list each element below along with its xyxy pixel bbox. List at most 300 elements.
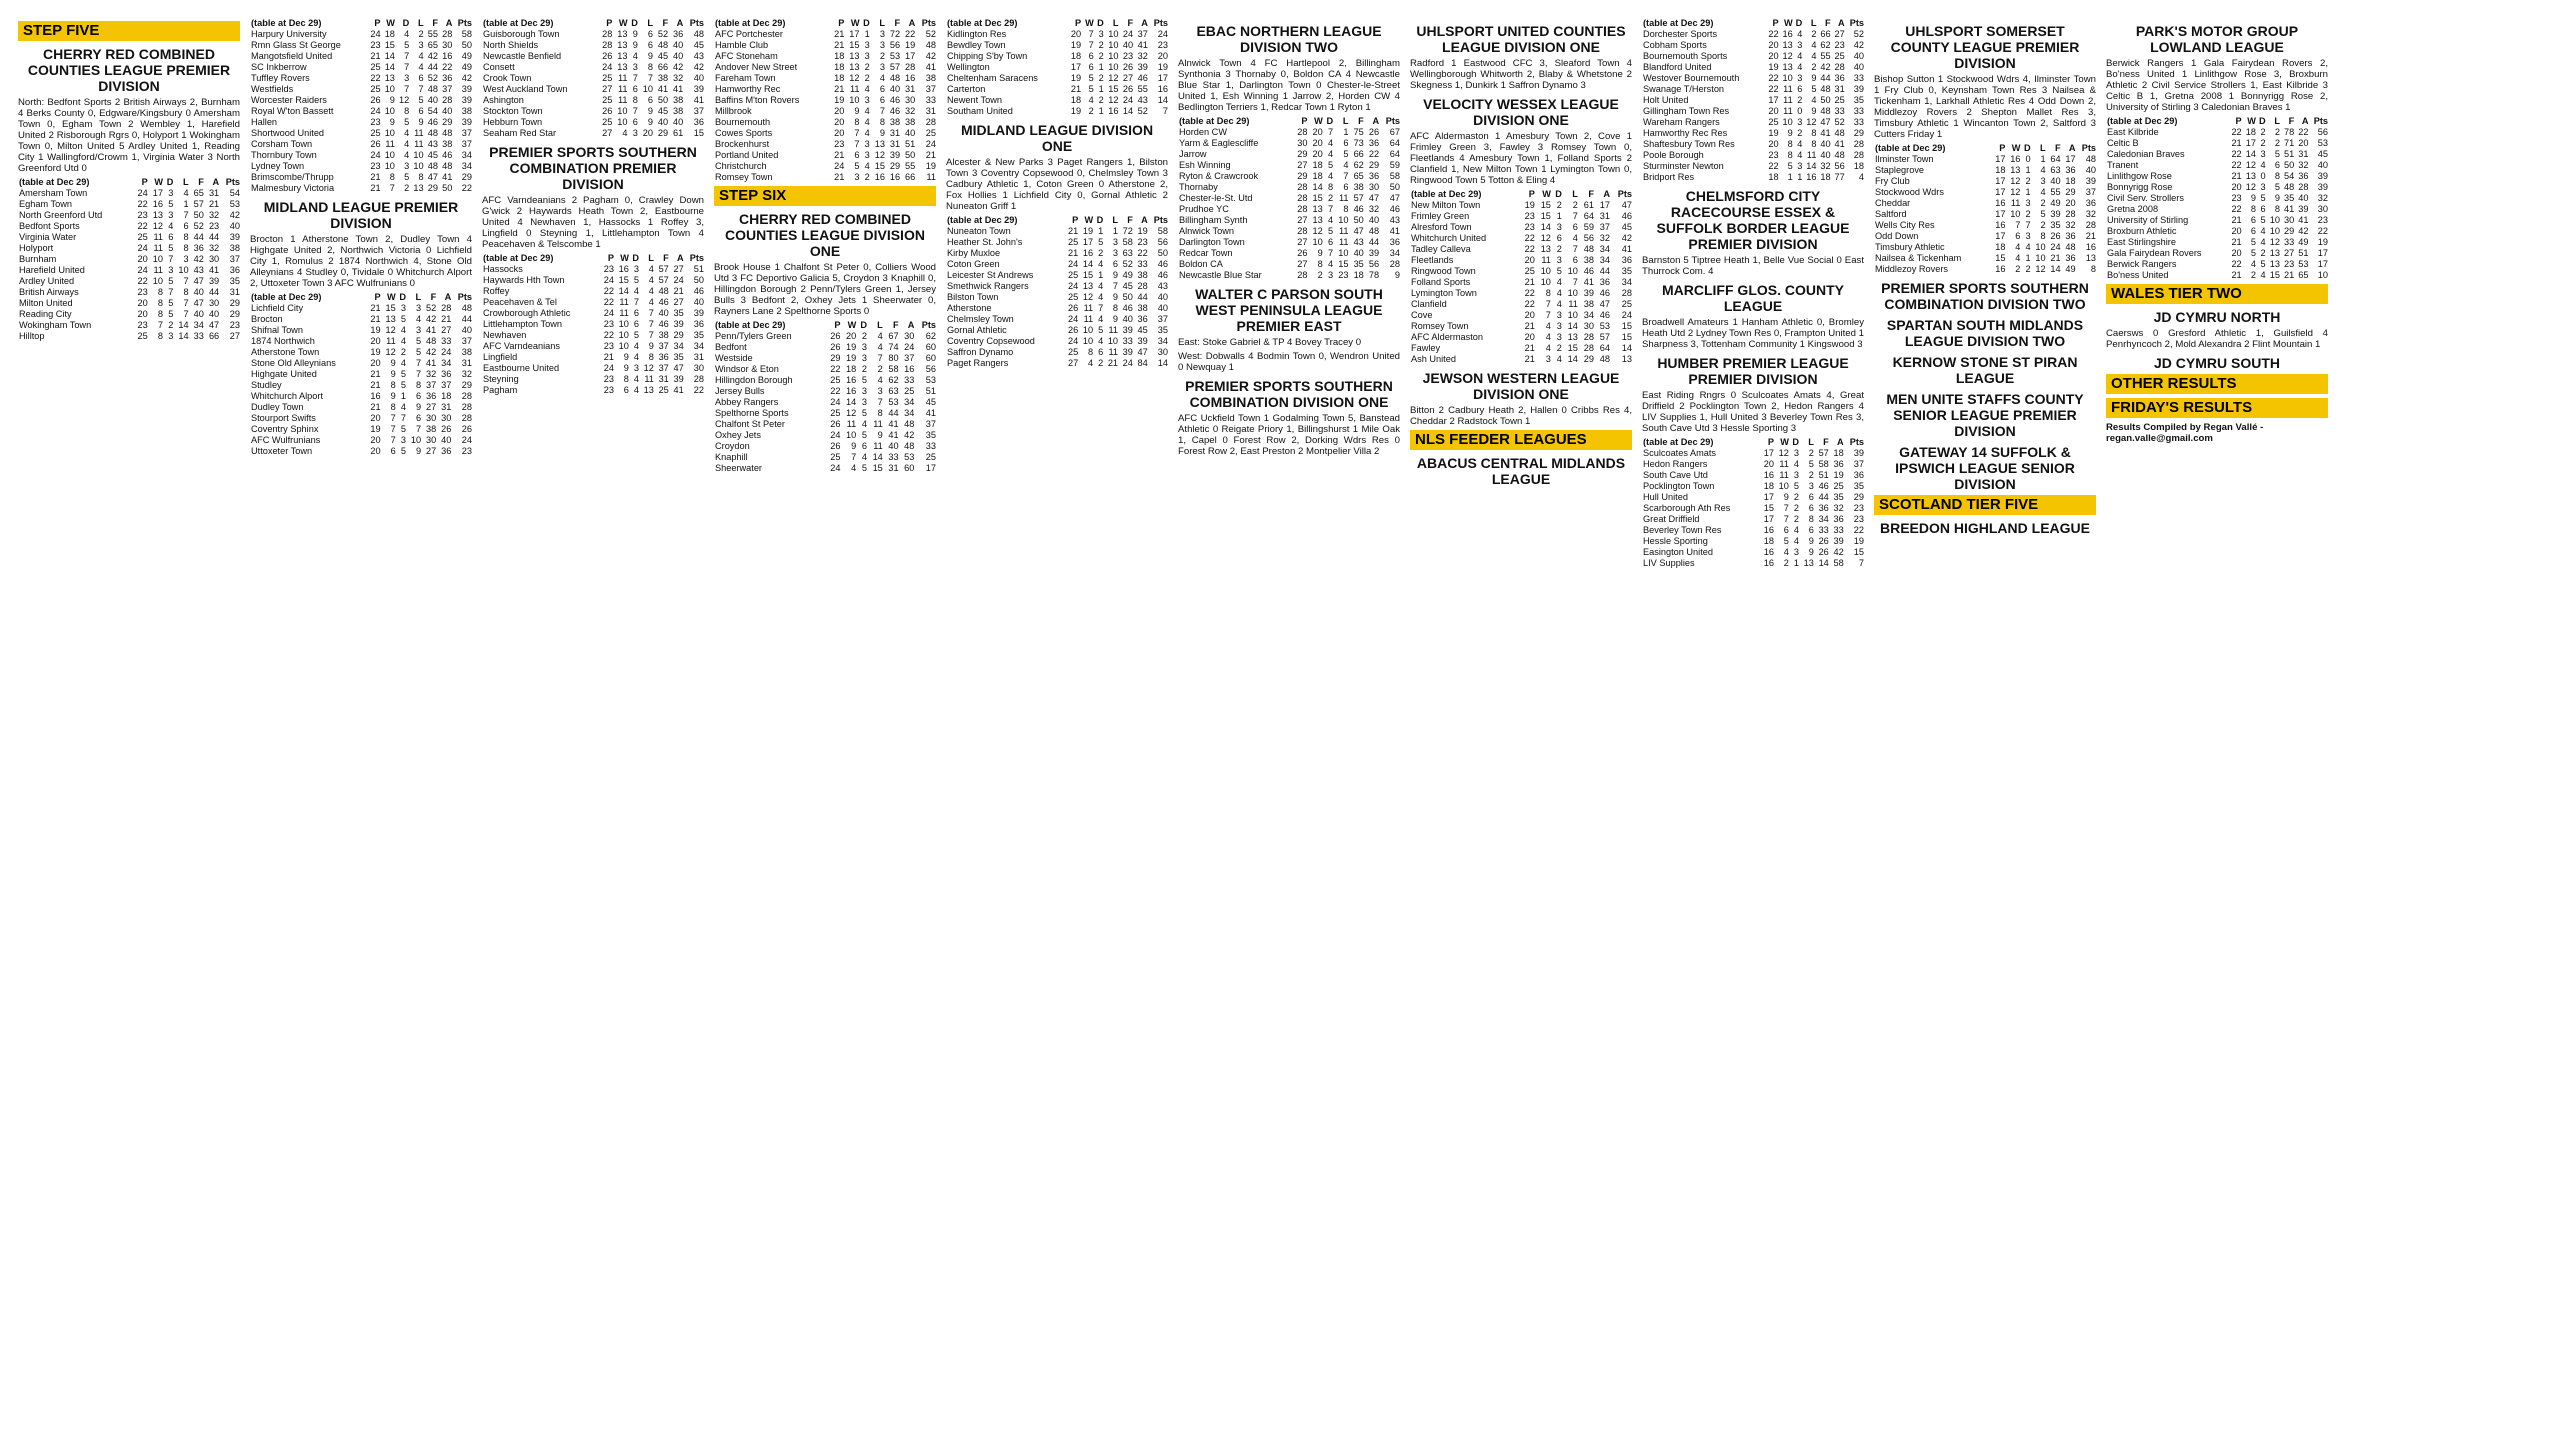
stat-cell: 6 xyxy=(183,221,189,231)
team-name: Middlezoy Rovers xyxy=(1875,264,1949,274)
stat-cell: 9 xyxy=(647,106,653,116)
stat-cell: 7 xyxy=(1328,204,1334,214)
stat-cell: 44 xyxy=(1820,73,1831,83)
stat-cell: 64 xyxy=(1583,211,1594,221)
stat-cell: 24 xyxy=(834,161,845,171)
stat-cell: 20 xyxy=(1768,51,1779,61)
stat-cell: 29 xyxy=(427,183,438,193)
stat-cell: 20 xyxy=(370,446,381,456)
table-header: (table at Dec 29) xyxy=(483,253,554,263)
stat-cell: 32 xyxy=(1833,503,1844,513)
team-name: Boldon CA xyxy=(1179,259,1223,269)
team-name: Chipping S'by Town xyxy=(947,51,1028,61)
column-header: D xyxy=(2259,116,2266,126)
stat-cell: 7 xyxy=(1783,514,1789,524)
stat-cell: 8 xyxy=(183,243,189,253)
stat-cell: 35 xyxy=(1833,492,1844,502)
team-name: Carterton xyxy=(947,84,986,94)
stat-cell: 23 xyxy=(1338,270,1349,280)
column-header: L xyxy=(1810,18,1817,28)
results-text: West: Dobwalls 4 Bodmin Town 0, Wendron United 0 Newquay 1 xyxy=(1178,351,1400,373)
stat-cell: 2 xyxy=(1098,40,1104,50)
stat-cell: 34 xyxy=(1599,244,1611,254)
stat-cell: 4 xyxy=(168,221,174,231)
league-table xyxy=(482,18,704,139)
table-header-row xyxy=(946,18,1168,29)
stat-cell: 7 xyxy=(404,84,410,94)
table-header: (table at Dec 29) xyxy=(947,18,1018,28)
stat-cell: 52 xyxy=(1834,117,1845,127)
stat-cell: 40 xyxy=(1853,62,1864,72)
table-row xyxy=(2106,248,2328,259)
stat-cell: 20 xyxy=(1524,332,1535,342)
stat-cell: 6 xyxy=(2250,226,2256,236)
team-name: SC Inkberrow xyxy=(251,62,307,72)
stat-cell: 9 xyxy=(854,106,860,116)
results-text: East: Stoke Gabriel & TP 4 Bovey Tracey 0 xyxy=(1178,337,1362,348)
stat-cell: 24 xyxy=(603,308,614,318)
stat-cell: 13 xyxy=(1567,332,1578,342)
stat-cell: 14 xyxy=(384,51,395,61)
stat-cell: 1 xyxy=(1098,106,1104,116)
stat-cell: 38 xyxy=(1353,182,1364,192)
table-header-row xyxy=(714,18,936,29)
stat-cell: 26 xyxy=(830,419,841,429)
stat-cell: 47 xyxy=(427,172,438,182)
column-header: W xyxy=(2011,143,2021,153)
stat-cell: 67 xyxy=(1389,127,1400,137)
stat-cell: 7 xyxy=(854,139,860,149)
team-name: Hull United xyxy=(1643,492,1688,502)
table-row xyxy=(482,62,704,73)
stat-cell: 48 xyxy=(2065,242,2076,252)
column-header: D xyxy=(402,18,410,28)
table-row xyxy=(714,342,936,353)
stat-cell: 29 xyxy=(1297,171,1308,181)
stat-cell: 5 xyxy=(400,369,406,379)
stat-cell: 59 xyxy=(1389,160,1400,170)
table-row xyxy=(482,51,704,62)
column-header: A xyxy=(212,177,220,187)
league-heading: GATEWAY 14 SUFFOLK & IPSWICH LEAGUE SENIOR DIVISION xyxy=(1895,444,2075,492)
team-name: Thornaby xyxy=(1179,182,1218,192)
stat-cell: 37 xyxy=(1599,222,1611,232)
stat-cell: 50 xyxy=(693,275,704,285)
stat-cell: 11 xyxy=(1108,325,1119,335)
stat-cell: 16 xyxy=(1806,172,1817,182)
team-name: Fry Club xyxy=(1875,176,1910,186)
stat-cell: 16 xyxy=(442,51,453,61)
stat-cell: 72 xyxy=(1122,226,1133,236)
stat-cell: 23 xyxy=(1768,150,1779,160)
stat-cell: 33 xyxy=(441,336,452,346)
stat-cell: 10 xyxy=(1567,288,1578,298)
stat-cell: 53 xyxy=(1599,321,1611,331)
table-row xyxy=(18,232,240,243)
stat-cell: 23 xyxy=(370,40,381,50)
stat-cell: 17 xyxy=(2065,154,2076,164)
table-row xyxy=(946,259,1168,270)
stat-cell: 21 xyxy=(441,314,452,324)
stat-cell: 18 xyxy=(1312,171,1323,181)
column-header: A xyxy=(1838,18,1845,28)
team-name: Holyport xyxy=(19,243,54,253)
stat-cell: 4 xyxy=(404,150,410,160)
stat-cell: 16 xyxy=(1157,84,1168,94)
stat-cell: 18 xyxy=(834,73,845,83)
stat-cell: 4 xyxy=(1793,536,1800,546)
stat-cell: 10 xyxy=(1782,73,1793,83)
stat-cell: 33 xyxy=(1853,106,1864,116)
table-row xyxy=(482,352,704,363)
stat-cell: 21 xyxy=(370,51,381,61)
table-row xyxy=(714,452,936,463)
stat-cell: 26 xyxy=(370,95,381,105)
stat-cell: 48 xyxy=(461,303,472,313)
stat-cell: 20 xyxy=(2298,138,2309,148)
stat-cell: 10 xyxy=(1107,336,1119,346)
results-column xyxy=(18,18,240,1438)
stat-cell: 26 xyxy=(830,441,841,451)
stat-cell: 39 xyxy=(461,95,472,105)
stat-cell: 24 xyxy=(602,62,613,72)
stat-cell: 47 xyxy=(1368,193,1380,203)
stat-cell: 17 xyxy=(1157,73,1168,83)
stat-cell: 15 xyxy=(1312,193,1323,203)
table-header: (table at Dec 29) xyxy=(2107,116,2178,126)
column-header: A xyxy=(1141,215,1148,225)
stat-cell: 84 xyxy=(1137,358,1148,368)
stat-cell: 18 xyxy=(1070,51,1082,61)
stat-cell: 19 xyxy=(905,40,916,50)
stat-cell: 8 xyxy=(2040,231,2046,241)
team-name: Guisborough Town xyxy=(483,29,560,39)
stat-cell: 41 xyxy=(657,84,669,94)
stat-cell: 15 xyxy=(1540,211,1551,221)
stat-cell: 17 xyxy=(1995,209,2006,219)
stat-cell: 66 xyxy=(905,172,916,182)
stat-cell: 15 xyxy=(1540,200,1551,210)
results-text: Berwick Rangers 1 Gala Fairydean Rovers 2, Bo'ness United 1 Linlithgow Rose 3, Broxburn Athletic 2 Civil Service Strollers 1, East Kilbride 3 Celtic B 1, Gretna 2008 1 Bonnyrigg Rose 2, University of Stirling 3 Caledonian Braves 1 xyxy=(2106,58,2328,113)
stat-cell: 4 xyxy=(864,128,870,138)
stat-cell: 4 xyxy=(648,297,654,307)
stat-cell: 9 xyxy=(1811,106,1817,116)
stat-cell: 9 xyxy=(1811,73,1817,83)
table-row xyxy=(250,424,472,435)
stat-cell: 35 xyxy=(673,308,684,318)
table-row xyxy=(714,419,936,430)
stat-cell: 49 xyxy=(1122,270,1133,280)
stat-cell: 27 xyxy=(1297,215,1308,225)
league-heading: PREMIER SPORTS SOUTHERN COMBINATION DIVISION ONE xyxy=(1185,378,1393,410)
stat-cell: 42 xyxy=(1853,40,1864,50)
table-row xyxy=(946,303,1168,314)
column-header: Pts xyxy=(921,18,936,28)
team-name: Smethwick Rangers xyxy=(947,281,1029,291)
stat-cell: 45 xyxy=(2317,149,2328,159)
table-row xyxy=(1874,264,2096,275)
stat-cell: 22 xyxy=(1137,248,1148,258)
stat-cell: 38 xyxy=(442,139,453,149)
stat-cell: 47 xyxy=(1353,226,1364,236)
stat-cell: 23 xyxy=(1137,237,1148,247)
table-row xyxy=(1874,154,2096,165)
stat-cell: 5 xyxy=(1343,149,1349,159)
stat-cell: 21 xyxy=(834,84,845,94)
results-text: Alcester & New Parks 3 Paget Rangers 1, Bilston Town 3 Coventry Copsewood 0, Chelmsley Town 3 Cadbury Athletic 1, Coton Green 0 Atherstone 2, Fox Hollies 1 Lichfield City 0, Gornal Athletic 2 Nuneaton Griff 1 xyxy=(946,157,1168,212)
stat-cell: 4 xyxy=(400,336,406,346)
table-row xyxy=(1410,321,1632,332)
stat-cell: 6 xyxy=(633,308,640,318)
stat-cell: 24 xyxy=(603,363,614,373)
stat-cell: 4 xyxy=(1328,259,1334,269)
stat-cell: 15 xyxy=(872,463,883,473)
stat-cell: 6 xyxy=(418,106,424,116)
stat-cell: 23 xyxy=(137,287,148,297)
table-row xyxy=(714,463,936,474)
stat-cell: 3 xyxy=(633,363,640,373)
column-header: D xyxy=(863,18,870,28)
stat-cell: 33 xyxy=(1834,106,1845,116)
stat-cell: 27 xyxy=(425,402,437,412)
table-row xyxy=(714,172,936,183)
column-header: W xyxy=(1542,189,1551,199)
stat-cell: 51 xyxy=(925,386,936,396)
stat-cell: 13 xyxy=(1312,215,1323,225)
stat-cell: 35 xyxy=(1853,95,1864,105)
column-header: D xyxy=(1795,18,1803,28)
stat-cell: 28 xyxy=(2065,209,2076,219)
stat-cell: 7 xyxy=(1545,310,1551,320)
stat-cell: 6 xyxy=(647,40,653,50)
stat-cell: 4 xyxy=(864,117,870,127)
stat-cell: 34 xyxy=(1621,277,1632,287)
stat-cell: 28 xyxy=(1297,270,1308,280)
stat-cell: 45 xyxy=(657,51,669,61)
stat-cell: 39 xyxy=(693,84,704,94)
stat-cell: 24 xyxy=(370,150,381,160)
stat-cell: 15 xyxy=(385,303,396,313)
table-row xyxy=(2106,270,2328,281)
team-name: North Greenford Utd xyxy=(19,210,103,220)
stat-cell: 5 xyxy=(1783,536,1789,546)
table-header-row xyxy=(946,215,1168,226)
stat-cell: 25 xyxy=(925,452,936,462)
column-header: A xyxy=(1837,437,1844,447)
stat-cell: 7 xyxy=(183,276,189,286)
stat-cell: 12 xyxy=(1082,292,1094,302)
stat-cell: 2 xyxy=(418,29,424,39)
column-header: F xyxy=(1824,18,1831,28)
stat-cell: 2 xyxy=(1098,358,1104,368)
table-row xyxy=(714,150,936,161)
stat-cell: 65 xyxy=(427,40,438,50)
stat-cell: 58 xyxy=(1818,459,1829,469)
team-name: Frimley Green xyxy=(1411,211,1470,221)
stat-cell: 33 xyxy=(1818,525,1829,535)
stat-cell: 3 xyxy=(1793,547,1800,557)
table-row xyxy=(1410,233,1632,244)
table-row xyxy=(1410,310,1632,321)
column-header: D xyxy=(632,253,640,263)
stat-cell: 35 xyxy=(229,276,240,286)
stat-cell: 10 xyxy=(617,106,628,116)
stat-cell: 5 xyxy=(415,347,422,357)
stat-cell: 23 xyxy=(1524,211,1535,221)
stat-cell: 4 xyxy=(633,341,640,351)
stat-cell: 5 xyxy=(2250,248,2256,258)
stat-cell: 39 xyxy=(673,374,684,384)
table-row xyxy=(1410,211,1632,222)
stat-cell: 45 xyxy=(693,40,704,50)
league-table xyxy=(18,177,240,342)
stat-cell: 58 xyxy=(1157,226,1168,236)
stat-cell: 7 xyxy=(390,435,396,445)
team-name: South Cave Utd xyxy=(1643,470,1708,480)
stat-cell: 3 xyxy=(168,188,174,198)
team-name: Odd Down xyxy=(1875,231,1919,241)
stat-cell: 23 xyxy=(1853,514,1864,524)
stat-cell: 39 xyxy=(1137,336,1148,346)
stat-cell: 56 xyxy=(1368,259,1380,269)
stat-cell: 9 xyxy=(1112,314,1119,324)
stat-cell: 3 xyxy=(864,51,870,61)
stat-cell: 32 xyxy=(1599,233,1611,243)
stat-cell: 10 xyxy=(152,254,163,264)
stat-cell: 24 xyxy=(1122,95,1134,105)
stat-cell: 36 xyxy=(1389,237,1400,247)
stat-cell: 46 xyxy=(693,286,704,296)
stat-cell: 9 xyxy=(1112,292,1119,302)
stat-cell: 32 xyxy=(208,243,220,253)
stat-cell: 5 xyxy=(168,298,174,308)
stat-cell: 17 xyxy=(2317,248,2328,258)
stat-cell: 9 xyxy=(2274,193,2280,203)
stat-cell: 39 xyxy=(1137,62,1148,72)
stat-cell: 21 xyxy=(2085,231,2096,241)
section-banner: OTHER RESULTS xyxy=(2106,374,2328,394)
stat-cell: 42 xyxy=(693,62,704,72)
table-row xyxy=(946,51,1168,62)
stat-cell: 50 xyxy=(1820,95,1831,105)
stat-cell: 9 xyxy=(418,117,424,127)
stat-cell: 21 xyxy=(834,29,845,39)
stat-cell: 21 xyxy=(208,199,220,209)
column-header: F xyxy=(2054,143,2061,153)
stat-cell: 65 xyxy=(2298,270,2309,280)
stat-cell: 33 xyxy=(888,452,899,462)
stat-cell: 17 xyxy=(1995,154,2006,164)
team-name: Lydney Town xyxy=(251,161,305,171)
stat-cell: 42 xyxy=(427,51,438,61)
stat-cell: 1 xyxy=(1098,62,1104,72)
table-row xyxy=(482,117,704,128)
results-text: AFC Varndeanians 2 Pagham 0, Crawley Down G'wick 2 Haywards Heath Town 2, Eastbourne United 4 Newhaven 1, Hassocks 1 Roffey 3, Lingfield 0 Steyning 1, Littlehampton Town 4 Peacehaven & Telscombe 1 xyxy=(482,195,704,250)
team-name: West Auckland Town xyxy=(483,84,568,94)
stat-cell: 39 xyxy=(2317,171,2328,181)
team-name: North Shields xyxy=(483,40,539,50)
stat-cell: 38 xyxy=(925,73,936,83)
column-header: D xyxy=(1097,18,1104,28)
stat-cell: 6 xyxy=(1343,182,1349,192)
stat-cell: 4 xyxy=(1811,40,1817,50)
stat-cell: 8 xyxy=(1787,150,1793,160)
stat-cell: 11 xyxy=(1783,84,1793,94)
stat-cell: 9 xyxy=(623,363,629,373)
stat-cell: 20 xyxy=(370,413,381,423)
team-name: Paget Rangers xyxy=(947,358,1009,368)
stat-cell: 22 xyxy=(830,364,841,374)
stat-cell: 6 xyxy=(879,84,885,94)
stat-cell: 37 xyxy=(461,128,472,138)
column-header: P xyxy=(374,292,381,302)
table-header-row xyxy=(250,292,472,303)
stat-cell: 4 xyxy=(633,286,640,296)
stat-cell: 6 xyxy=(1783,525,1789,535)
stat-cell: 3 xyxy=(1797,40,1803,50)
stat-cell: 51 xyxy=(1818,470,1829,480)
stat-cell: 39 xyxy=(2085,176,2096,186)
team-name: Hilltop xyxy=(19,331,45,341)
stat-cell: 16 xyxy=(889,172,901,182)
stat-cell: 7 xyxy=(1328,248,1334,258)
stat-cell: 25 xyxy=(602,95,613,105)
stat-cell: 40 xyxy=(658,308,669,318)
column-header: W xyxy=(386,18,395,28)
stat-cell: 17 xyxy=(1995,231,2006,241)
stat-cell: 12 xyxy=(2010,176,2021,186)
stat-cell: 31 xyxy=(441,402,452,412)
stat-cell: 9 xyxy=(415,446,422,456)
stat-cell: 14 xyxy=(1806,161,1817,171)
stat-cell: 10 xyxy=(1540,277,1551,287)
stat-cell: 15 xyxy=(849,40,860,50)
stat-cell: 2 xyxy=(2040,220,2046,230)
table-row xyxy=(1874,209,2096,220)
stat-cell: 23 xyxy=(370,117,381,127)
team-name: Alresford Town xyxy=(1411,222,1472,232)
stat-cell: 25 xyxy=(602,117,613,127)
stat-cell: 7 xyxy=(168,287,174,297)
stat-cell: 5 xyxy=(2040,209,2046,219)
stat-cell: 44 xyxy=(208,232,220,242)
stat-cell: 6 xyxy=(861,441,867,451)
stat-cell: 5 xyxy=(404,172,410,182)
stat-cell: 3 xyxy=(415,325,422,335)
stat-cell: 1 xyxy=(2025,187,2031,197)
stat-cell: 0 xyxy=(2260,171,2266,181)
stat-cell: 11 xyxy=(1338,226,1349,236)
table-row xyxy=(946,281,1168,292)
stat-cell: 1 xyxy=(1098,84,1104,94)
table-header: (table at Dec 29) xyxy=(1643,18,1714,28)
table-row xyxy=(482,84,704,95)
stat-cell: 9 xyxy=(632,29,638,39)
team-name: Jersey Bulls xyxy=(715,386,765,396)
stat-cell: 4 xyxy=(1556,288,1562,298)
stat-cell: 40 xyxy=(673,51,684,61)
stat-cell: 23 xyxy=(1524,222,1535,232)
stat-cell: 3 xyxy=(861,397,867,407)
stat-cell: 35 xyxy=(673,352,684,362)
team-name: University of Stirling xyxy=(2107,215,2189,225)
column-header: P xyxy=(1074,18,1082,28)
stat-cell: 10 xyxy=(1082,336,1094,346)
table-row xyxy=(946,84,1168,95)
stat-cell: 25 xyxy=(137,331,148,341)
column-header: A xyxy=(907,320,915,330)
stat-cell: 4 xyxy=(633,385,640,395)
